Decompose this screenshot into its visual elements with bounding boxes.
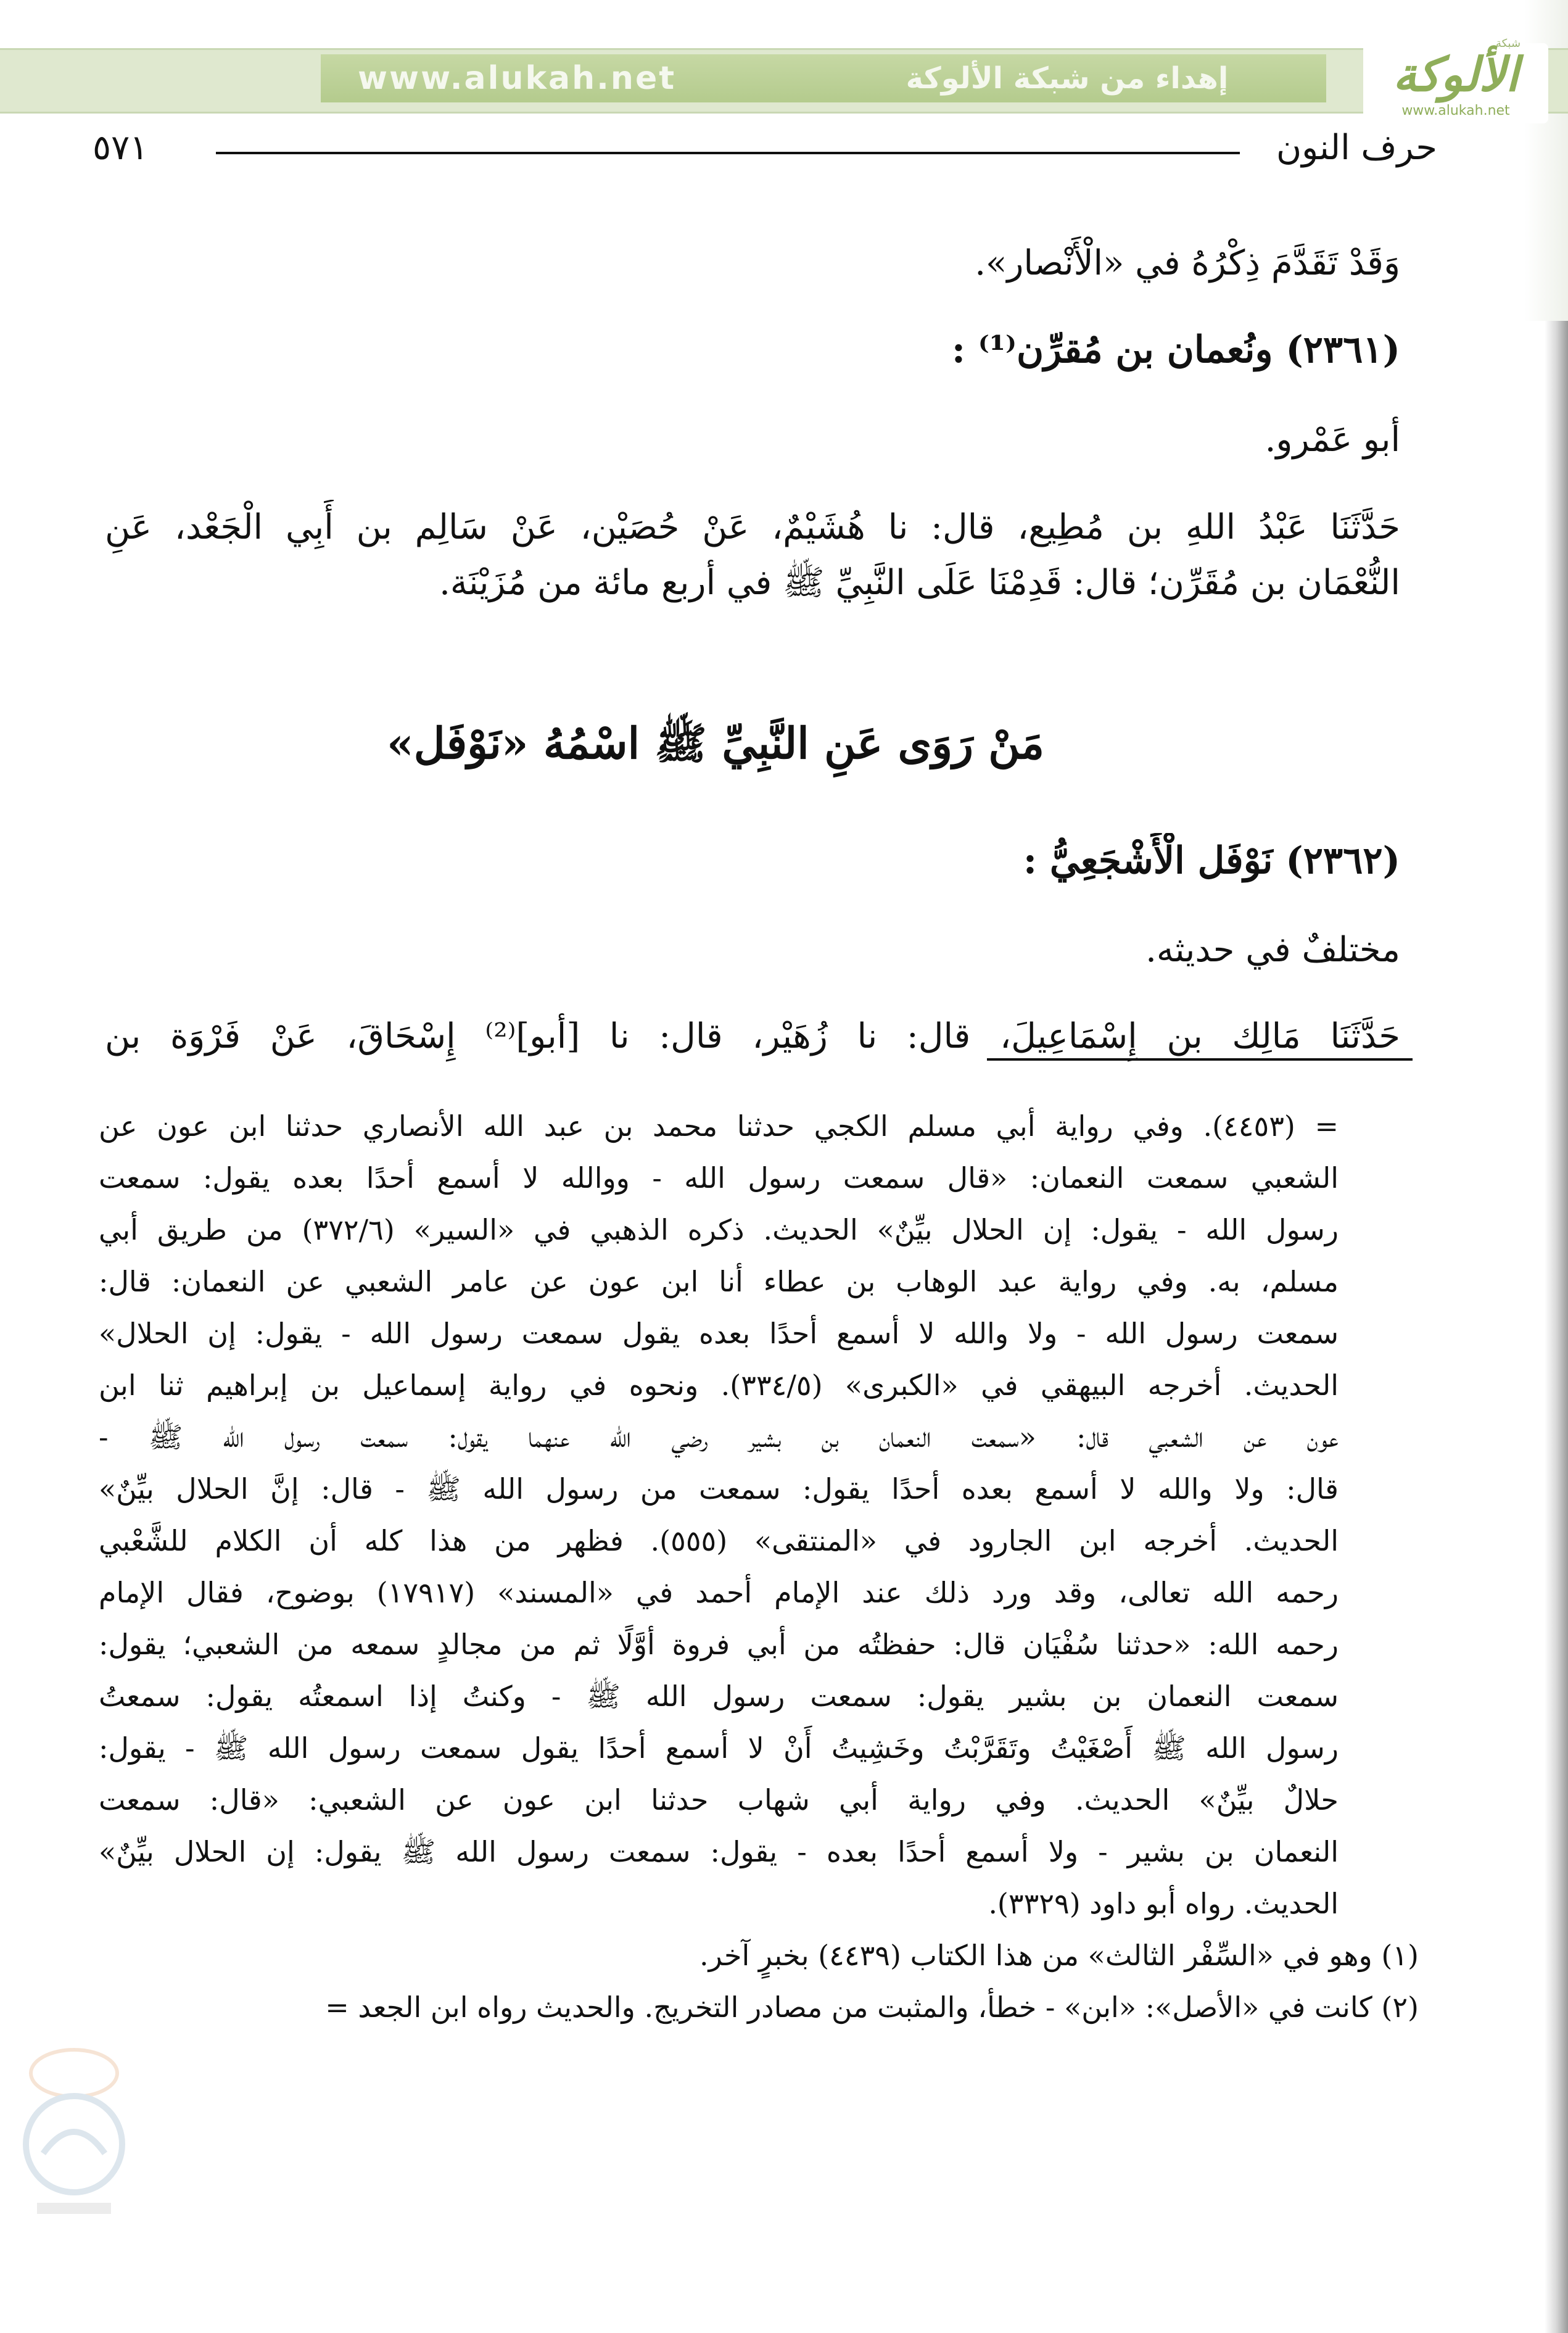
body-line-3: أبو عَمْرو. xyxy=(1265,420,1400,460)
footnote-2: (٢) كانت في «الأصل»: «ابن» - خطأ، والمثبت من مصادر التخريج. والحديث رواه ابن الجعد = xyxy=(325,1991,1419,2024)
entry-heading-2362: (٢٣٦٢) نَوْفَل الْأَشْجَعِيُّ : xyxy=(1023,839,1400,882)
footnote-rule xyxy=(987,1058,1413,1061)
watermark-seal-icon xyxy=(12,2036,136,2240)
footnote-line: النعمان بن بشير - ولا أسمع أحدًا بعده - يقول: سمعت رسول الله ﷺ يقول: إن الحلال بيِّنٌ» xyxy=(99,1835,1339,1868)
chapter-title: حرف النون xyxy=(1276,128,1437,168)
page-edge-shadow xyxy=(1545,321,1568,2333)
footnote-line: رحمه الله: «حدثنا سُفْيَان قال: حفظتُه من أبي فروة أوَّلًا ثم من مجالدٍ سمعه من الشعبي؛ يقول: xyxy=(99,1628,1339,1661)
footnote-line: = (٤٤٥٣). وفي رواية أبي مسلم الكجي حدثنا محمد بن عبد الله الأنصاري حدثنا ابن عون عن xyxy=(99,1109,1339,1143)
site-logo[interactable] xyxy=(1363,43,1548,123)
body-line-8: مختلفٌ في حديثه. xyxy=(1145,930,1400,970)
footnote-line: الحديث. أخرجه البيهقي في «الكبرى» (٣٣٤/٥). ونحوه في رواية إسماعيل بن إبراهيم ثنا ابن xyxy=(99,1369,1339,1402)
footnote-line: رسول الله - يقول: إن الحلال بيِّنٌ» الحديث. ذكره الذهبي في «السير» (٣٧٢/٦) من طريق أبي xyxy=(99,1213,1339,1246)
body-line-9: حَدَّثَنَا مَالِك بن إِسْمَاعِيلَ، قال: نا زُهَيْر، قال: نا [أبو]⁽²⁾ إِسْحَاقَ، عَنْ فَرْوَة بن xyxy=(105,1016,1400,1056)
banner-url-link[interactable]: www.alukah.net xyxy=(358,60,677,97)
banner-gift-text: إهداء من شبكة الألوكة xyxy=(906,61,1229,96)
footnote-line: مسلم، به. وفي رواية عبد الوهاب بن عطاء أنا ابن عون عن عامر الشعبي عن النعمان: قال: xyxy=(99,1265,1339,1298)
footnote-1: (١) وهو في «السِّفْر الثالث» من هذا الكتاب (٤٤٣٩) بخبرٍ آخر. xyxy=(699,1939,1419,1972)
body-line-4: حَدَّثَنَا عَبْدُ اللهِ بن مُطِيع، قال: نا هُشَيْمٌ، عَنْ حُصَيْن، عَنْ سَالِم بن أَبِي الْجَعْد، عَنِ xyxy=(105,507,1400,547)
body-line-1: وَقَدْ تَقَدَّمَ ذِكْرُهُ في «الْأَنْصار». xyxy=(975,243,1400,283)
footnote-line: الشعبي سمعت النعمان: «قال سمعت رسول الله - ووالله لا أسمع أحدًا بعده يقول: سمعت xyxy=(99,1161,1339,1195)
logo-wordmark: الألوكة xyxy=(1393,47,1519,102)
section-heading: مَنْ رَوَى عَنِ النَّبِيِّ ﷺ اسْمُهُ «نَوْفَل» xyxy=(386,718,1045,769)
header-rule xyxy=(216,152,1240,154)
logo-url: www.alukah.net xyxy=(1401,103,1510,118)
footnote-line: سمعت رسول الله - ولا والله لا أسمع أحدًا بعده يقول سمعت رسول الله - يقول: إن الحلال» xyxy=(99,1317,1339,1350)
footnote-line: رسول الله ﷺ أَصْغَيْتُ وتَقَرَّبْتُ وخَشِيتُ أَنْ لا أسمع أحدًا يقول سمعت رسول الله ﷺ - يقول: xyxy=(99,1731,1339,1765)
footnote-line: الحديث. أخرجه ابن الجارود في «المنتقى» (٥٥٥). فظهر من هذا كله أن الكلام للشَّعْبي xyxy=(99,1524,1339,1557)
footnote-line: قال: ولا والله لا أسمع بعده أحدًا يقول: سمعت من رسول الله ﷺ - قال: إنَّ الحلال بيِّنٌ» xyxy=(99,1472,1339,1506)
body-line-5: النُّعْمَان بن مُقَرِّن؛ قال: قَدِمْنَا عَلَى النَّبِيِّ ﷺ في أربع مائة من مُزَيْنَة. xyxy=(439,563,1400,603)
logo-top-text: شبكة xyxy=(1495,37,1521,50)
footnote-line: رحمه الله تعالى، وقد ورد ذلك عند الإمام أحمد في «المسند» (١٧٩١٧) بوضوح، فقال الإمام xyxy=(99,1576,1339,1609)
footnote-line: الحديث. رواه أبو داود (٣٣٢٩). xyxy=(988,1887,1339,1920)
page-number: ٥٧١ xyxy=(93,128,149,168)
footnote-line: حلالٌ بيِّنٌ» الحديث. وفي رواية أبي شهاب حدثنا ابن عون عن الشعبي: «قال: سمعت xyxy=(99,1783,1339,1817)
entry-heading-2361: (٢٣٦١) ونُعمان بن مُقرِّن⁽¹⁾ : xyxy=(951,328,1400,371)
footnote-line: سمعت النعمان بن بشير يقول: سمعت رسول الله ﷺ - وكنتُ إذا اسمعتُه يقول: سمعتُ xyxy=(99,1680,1339,1713)
footnote-line: عون عن الشعبي قال: «سمعت النعمان بن بشير رضي الله عنهما يقول: سمعت رسول الله ﷺ - xyxy=(99,1420,1339,1454)
